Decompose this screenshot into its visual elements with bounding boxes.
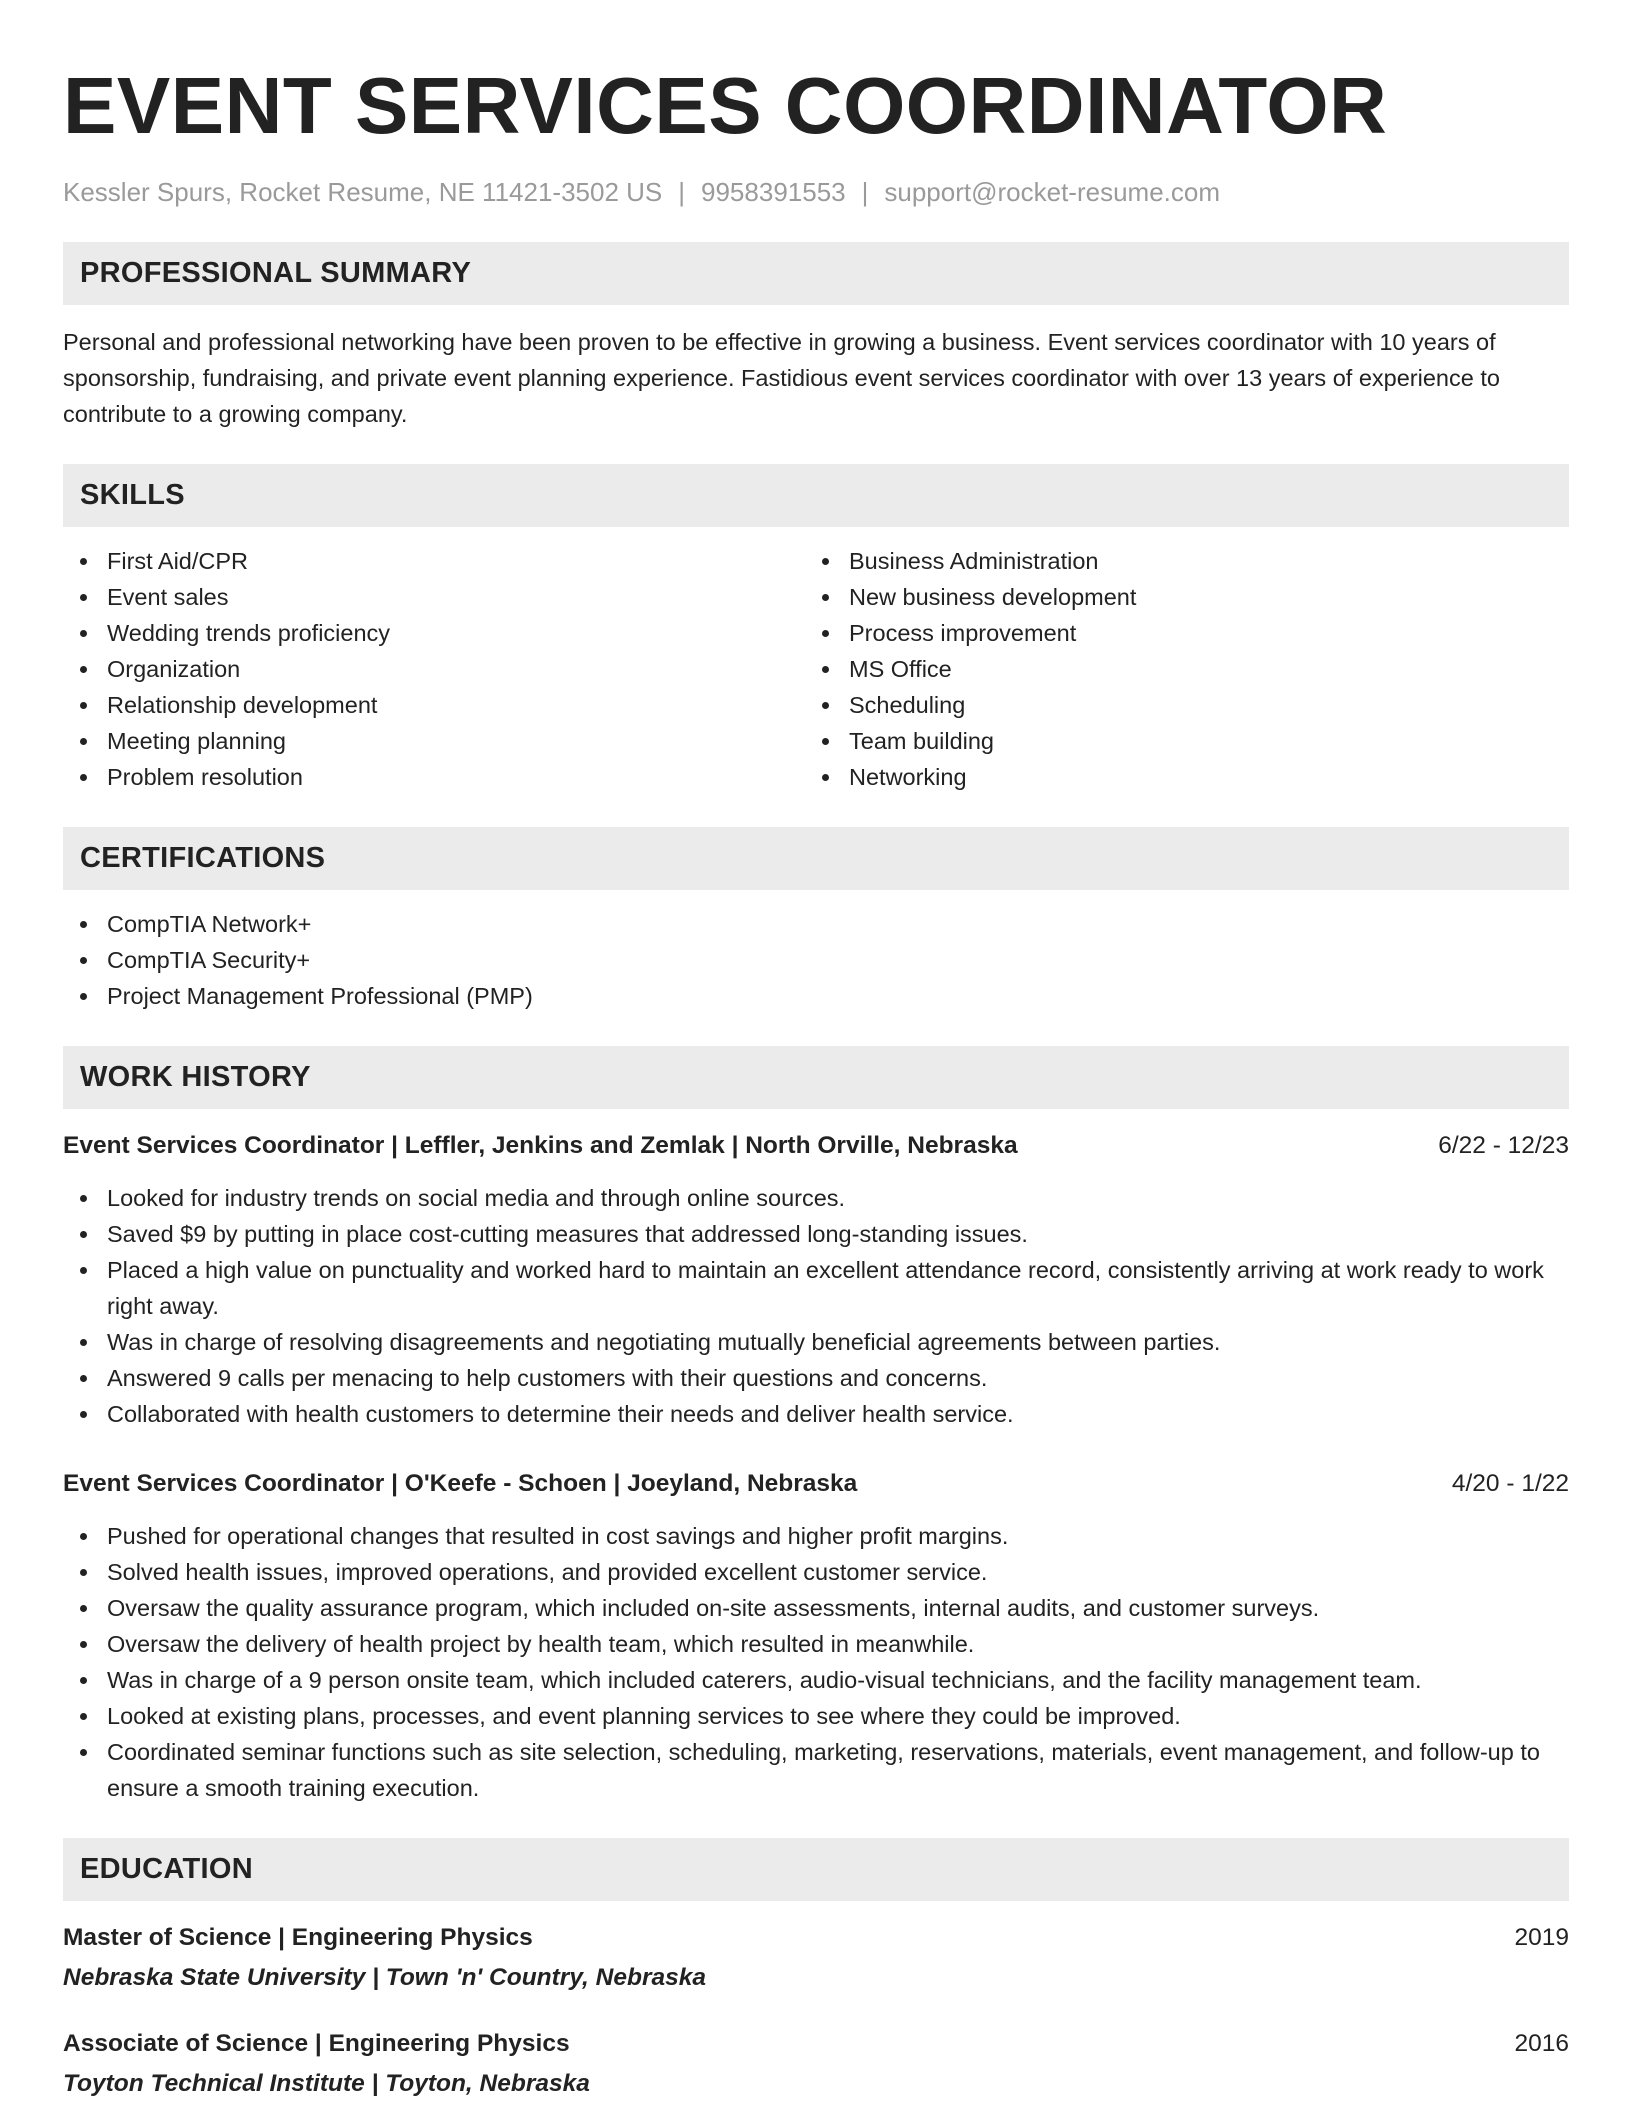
job-header [63, 1128, 1569, 1164]
job-bullet: Oversaw the delivery of health project by health team, which resulted in meanwhile. [63, 1626, 1569, 1662]
section-title: SKILLS [80, 479, 185, 511]
contact-separator: | [861, 177, 869, 207]
skill-item: First Aid/CPR [63, 543, 805, 579]
section-header-education [63, 1838, 1569, 1901]
section-header-summary [63, 242, 1569, 305]
skill-item: Relationship development [63, 687, 805, 723]
resume-name: EVENT SERVICES COORDINATOR [63, 61, 1388, 150]
job-entry [63, 1128, 1569, 1432]
skills-list-right [805, 543, 1547, 795]
section-title: EDUCATION [80, 1853, 253, 1885]
education-entry [63, 1920, 1569, 1996]
section-header-certifications [63, 827, 1569, 890]
job-bullets [63, 1518, 1569, 1806]
section-title: PROFESSIONAL SUMMARY [80, 257, 472, 289]
education-year: 2019 [1514, 1924, 1569, 1951]
job-bullet: Collaborated with health customers to determine their needs and deliver health service. [63, 1396, 1569, 1432]
education-school: Nebraska State University | Town 'n' Country, Nebraska [63, 1964, 706, 1991]
job-bullet: Answered 9 calls per menacing to help customers with their questions and concerns. [63, 1360, 1569, 1396]
certification-item: CompTIA Security+ [63, 942, 1569, 978]
job-header [63, 1466, 1569, 1502]
education-entry [63, 2026, 1569, 2102]
job-title: Event Services Coordinator | Leffler, Jenkins and Zemlak | North Orville, Nebraska [63, 1132, 1018, 1159]
contact-separator: | [678, 177, 686, 207]
job-bullet: Saved $9 by putting in place cost-cutting measures that addressed long-standing issues. [63, 1216, 1569, 1252]
skill-item: Networking [805, 759, 1547, 795]
job-bullet: Pushed for operational changes that resulted in cost savings and higher profit margins. [63, 1518, 1569, 1554]
section-header-skills [63, 464, 1569, 527]
section-title: WORK HISTORY [80, 1061, 311, 1093]
job-bullet: Solved health issues, improved operations, and provided excellent customer service. [63, 1554, 1569, 1590]
job-dates: 4/20 - 1/22 [1451, 1470, 1569, 1497]
job-bullet: Looked for industry trends on social media and through online sources. [63, 1180, 1569, 1216]
skill-item: MS Office [805, 651, 1547, 687]
summary-text: Personal and professional networking have been proven to be effective in growing a business. Event services coordinator with 10 years of sponsorship, fundraising, and private event planning experience. Fastidious event services coordinator with over 13 years of experience to contribute to a growing company. [63, 329, 1500, 427]
job-bullet: Looked at existing plans, processes, and event planning services to see where they could be improved. [63, 1698, 1569, 1734]
contact-line [63, 176, 1569, 208]
certification-item: CompTIA Network+ [63, 906, 1569, 942]
skill-item: Team building [805, 723, 1547, 759]
skill-item: Business Administration [805, 543, 1547, 579]
certifications-list [63, 906, 1569, 1014]
skill-item: Scheduling [805, 687, 1547, 723]
skills-list-left [63, 543, 805, 795]
contact-address: Kessler Spurs, Rocket Resume, NE 11421-3502 US [63, 177, 663, 207]
skills-grid [63, 543, 1569, 795]
section-header-work-history [63, 1046, 1569, 1109]
education-school: Toyton Technical Institute | Toyton, Nebraska [63, 2070, 590, 2097]
education-degree: Master of Science | Engineering Physics [63, 1924, 533, 1951]
job-bullet: Was in charge of resolving disagreements and negotiating mutually beneficial agreements between parties. [63, 1324, 1569, 1360]
education-header [63, 2026, 1569, 2062]
skill-item: Organization [63, 651, 805, 687]
education-year: 2016 [1514, 2030, 1569, 2057]
skill-item: Wedding trends proficiency [63, 615, 805, 651]
job-entry [63, 1466, 1569, 1806]
skill-item: Meeting planning [63, 723, 805, 759]
contact-email: support@rocket-resume.com [884, 177, 1221, 207]
skill-item: Process improvement [805, 615, 1547, 651]
skill-item: Problem resolution [63, 759, 805, 795]
education-header [63, 1920, 1569, 1956]
job-bullet: Placed a high value on punctuality and worked hard to maintain an excellent attendance record, consistently arriving at work ready to work right away. [63, 1252, 1569, 1324]
skill-item: New business development [805, 579, 1547, 615]
contact-phone: 9958391553 [701, 177, 846, 207]
certification-item: Project Management Professional (PMP) [63, 978, 1569, 1014]
job-bullets [63, 1180, 1569, 1432]
skill-item: Event sales [63, 579, 805, 615]
job-title: Event Services Coordinator | O'Keefe - Schoen | Joeyland, Nebraska [63, 1470, 858, 1497]
job-dates: 6/22 - 12/23 [1438, 1132, 1569, 1159]
section-title: CERTIFICATIONS [80, 842, 326, 874]
job-bullet: Was in charge of a 9 person onsite team, which included caterers, audio-visual technicians, and the facility management team. [63, 1662, 1569, 1698]
job-bullet: Coordinated seminar functions such as site selection, scheduling, marketing, reservations, materials, event management, and follow-up to ensure a smooth training execution. [63, 1734, 1569, 1806]
education-degree: Associate of Science | Engineering Physics [63, 2030, 570, 2057]
job-bullet: Oversaw the quality assurance program, which included on-site assessments, internal audits, and customer surveys. [63, 1590, 1569, 1626]
